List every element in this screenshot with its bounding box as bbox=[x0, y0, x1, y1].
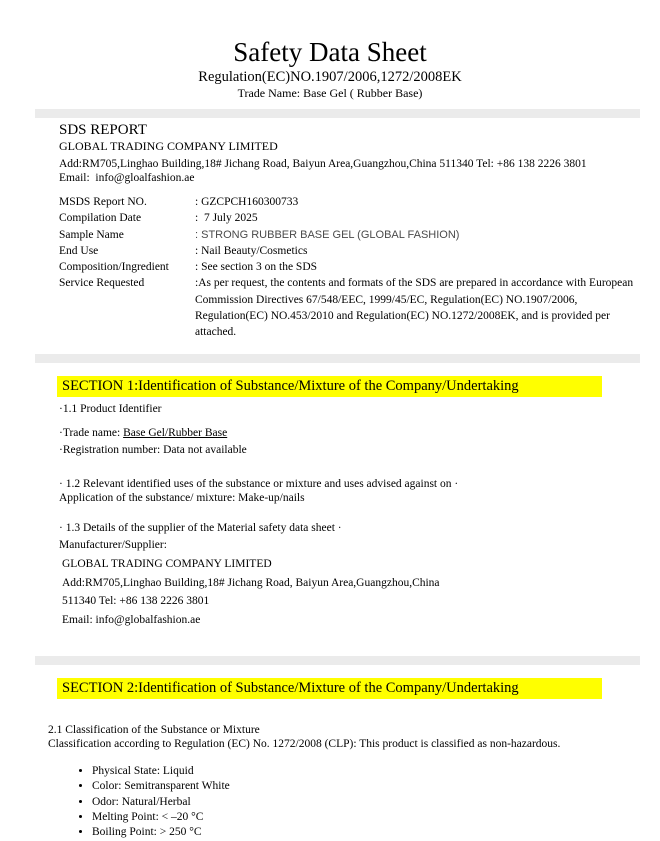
report-field-row bbox=[59, 210, 642, 226]
classification-heading-line: 2.1 Classification of the Substance or Mixture bbox=[48, 724, 260, 737]
field-value: : 7 July 2025 bbox=[195, 212, 258, 225]
section-1-body bbox=[59, 403, 660, 628]
property-list bbox=[0, 764, 660, 840]
field-label: Compilation Date bbox=[59, 212, 142, 225]
company-name: GLOBAL TRADING COMPANY LIMITED bbox=[59, 139, 278, 153]
section-1-heading: SECTION 1:Identification of Substance/Mixture of the Company/Undertaking bbox=[57, 376, 602, 397]
classification-statement: Classification according to Regulation (EC) No. 1272/2008 (CLP): This product is classified as non-hazardous. bbox=[48, 737, 561, 750]
field-label: Service Requested bbox=[59, 277, 145, 290]
report-field-row bbox=[59, 243, 642, 259]
divider-bar bbox=[35, 656, 640, 665]
field-value: : See section 3 on the SDS bbox=[195, 261, 318, 274]
divider-bar bbox=[35, 354, 640, 363]
field-label: Sample Name bbox=[59, 228, 124, 241]
trade-name-value: Base Gel/Rubber Base bbox=[123, 427, 228, 440]
trade-name-label: ·Trade name: bbox=[59, 427, 124, 440]
field-label: Composition/Ingredient bbox=[59, 261, 169, 274]
field-value: : GZCPCH160300733 bbox=[195, 196, 299, 208]
report-title: SDS REPORT bbox=[59, 122, 147, 138]
supplier-address: Add:RM705,Linghao Building,18# Jichang Road, Baiyun Area,Guangzhou,China bbox=[62, 576, 440, 589]
company-address: Add:RM705,Linghao Building,18# Jichang Road, Baiyun Area,Guangzhou,China 511340 Tel: +86 138 2226 3801 bbox=[59, 158, 587, 170]
application-line: Application of the substance/ mixture: Make-up/nails bbox=[59, 491, 305, 504]
document-header bbox=[0, 0, 660, 100]
registration-number-line: ·Registration number: Data not available bbox=[59, 443, 247, 456]
property-item: • Odor: Natural/Herbal bbox=[92, 795, 660, 810]
field-label: MSDS Report NO. bbox=[59, 196, 147, 208]
document-title: Safety Data Sheet bbox=[233, 37, 427, 67]
regulation-subtitle: Regulation(EC)NO.1907/2006,1272/2008EK bbox=[198, 69, 462, 85]
property-item: • Color: Semitransparent White bbox=[92, 779, 660, 794]
company-email: Email: info@gloalfashion.ae bbox=[59, 172, 195, 184]
report-fields bbox=[59, 194, 642, 341]
trade-name-row bbox=[59, 427, 660, 441]
divider-bar bbox=[35, 109, 640, 118]
property-item: • Melting Point: < –20 °C bbox=[92, 810, 660, 825]
field-label: End Use bbox=[59, 244, 99, 257]
product-identifier-line: ·1.1 Product Identifier bbox=[59, 402, 162, 415]
supplier-tel: 511340 Tel: +86 138 2226 3801 bbox=[62, 595, 210, 608]
supplier-email: Email: info@globalfashion.ae bbox=[62, 613, 201, 626]
manufacturer-label: Manufacturer/Supplier: bbox=[59, 538, 167, 551]
relevant-uses-line: · 1.2 Relevant identified uses of the substance or mixture and uses advised against on · bbox=[59, 478, 459, 491]
property-item: • Physical State: Liquid bbox=[92, 764, 660, 779]
field-value: : STRONG RUBBER BASE GEL (GLOBAL FASHION) bbox=[195, 228, 460, 241]
supplier-company: GLOBAL TRADING COMPANY LIMITED bbox=[62, 558, 272, 571]
section-2-body bbox=[48, 724, 660, 751]
section-2-heading: SECTION 2:Identification of Substance/Mixture of the Company/Undertaking bbox=[57, 678, 602, 699]
field-value: :As per request, the contents and formats of the SDS are prepared in accordance with European Commission Directives 67/548/EEC, 1999/45/EC, Regulation(EC) NO.1907/2006, Regulation(EC) NO.453/2010 and Regulation(EC) NO.1272/2008EK, and is provided per attached. bbox=[195, 277, 636, 339]
report-field-row bbox=[59, 227, 642, 243]
report-block bbox=[59, 122, 642, 341]
trade-name-line: Trade Name: Base Gel ( Rubber Base) bbox=[237, 86, 423, 100]
field-value: : Nail Beauty/Cosmetics bbox=[195, 244, 308, 257]
report-field-row bbox=[59, 275, 642, 340]
report-field-row bbox=[59, 194, 642, 210]
report-field-row bbox=[59, 259, 642, 275]
property-item: • Boiling Point: > 250 °C bbox=[92, 825, 660, 840]
supplier-details-line: · 1.3 Details of the supplier of the Material safety data sheet · bbox=[59, 522, 342, 535]
